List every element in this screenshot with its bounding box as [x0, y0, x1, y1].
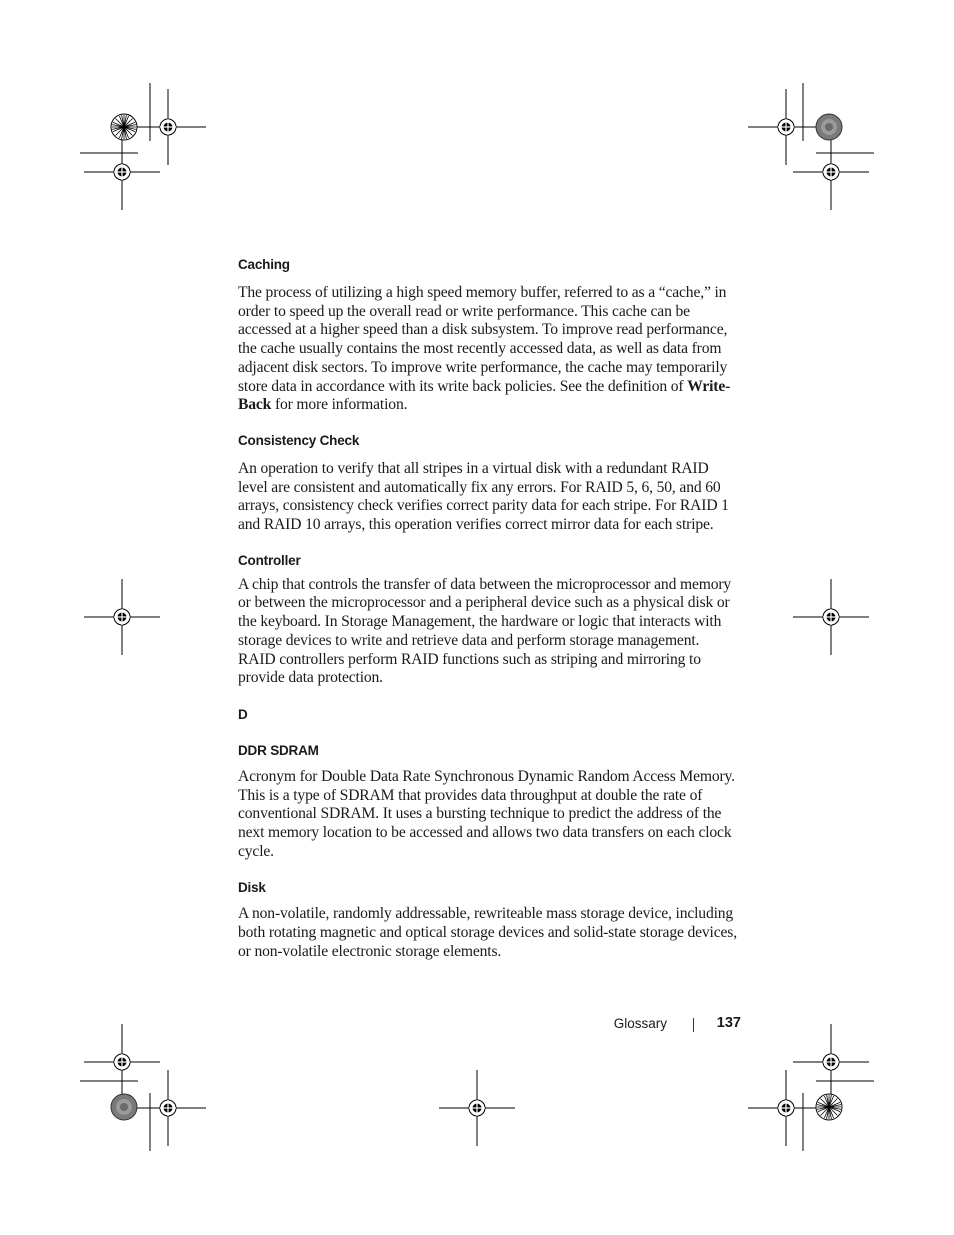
entry-definition	[238, 284, 738, 415]
registration-target-icon	[748, 1070, 824, 1146]
entry-definition: An operation to verify that all stripes in a virtual disk with a redundant RAID level are consistent and automatically fix any errors. For RAID 5, 6, 50, and 60 arrays, consistency check verifies correct parity data for each stripe. For RAID 1 and RAID 10 arrays, this operation verifies correct mirror data for each stripe.	[238, 459, 729, 534]
entry-definition: Acronym for Double Data Rate Synchronous Dynamic Random Access Memory. This is a type of SDRAM that provides data throughput at double the rate of conventional SDRAM. It uses a bursting technique to predict the address of the next memory location to be accessed and allows two data transfers on each clock cycle.	[238, 767, 735, 860]
glossary-entry-disk	[238, 879, 738, 961]
definition-text-end: for more information.	[271, 396, 408, 414]
star-target-icon	[816, 1094, 842, 1120]
registration-target-icon	[130, 89, 206, 165]
entry-heading: Caching	[238, 257, 290, 272]
page-number: 137	[716, 1015, 741, 1031]
entry-heading: DDR SDRAM	[238, 742, 319, 758]
entry-heading: Disk	[238, 880, 266, 896]
registration-target-icon	[84, 1024, 160, 1100]
gray-dot-icon	[816, 114, 842, 140]
registration-target-icon	[84, 579, 160, 655]
registration-target-icon	[793, 1024, 869, 1100]
page-footer	[560, 1014, 741, 1034]
registration-target-icon	[793, 579, 869, 655]
registration-target-icon	[439, 1070, 515, 1146]
definition-text: The process of utilizing a high speed memory buffer, referred to as a “cache,” in order to speed up the overall read or write performance. This cache can be accessed at a higher speed than a disk subsystem. To improve read performance, the cache usually contains the most recently accessed data, as well as data from adjacent disk sectors. To improve write performance, the cache may temporarily store data in accordance with its write back policies. See the definition of	[238, 284, 728, 395]
star-target-icon	[111, 114, 137, 140]
glossary-entry-caching	[238, 256, 738, 415]
registration-target-icon	[130, 1070, 206, 1146]
entry-heading: Controller	[238, 552, 301, 568]
registration-target-icon	[84, 134, 160, 210]
gray-dot-icon	[111, 1094, 137, 1120]
glossary-entry-consistency-check	[238, 432, 738, 535]
write-back-term: Write-Back	[238, 377, 731, 414]
registration-target-icon	[748, 89, 824, 165]
glossary-content	[238, 256, 738, 962]
entry-definition: A chip that controls the transfer of data between the microprocessor and memory or between the microprocessor and a peripheral device such as a physical disk or the keyboard. In Storage Management, the hardware or logic that interacts with storage devices to write and retrieve data and perform storage management. RAID controllers perform RAID functions such as striping and mirroring to provide data protection.	[238, 575, 732, 687]
glossary-letter-section	[238, 706, 738, 724]
entry-definition: A non-volatile, randomly addressable, rewriteable mass storage device, including both rotating magnetic and optical storage devices and solid-state storage devices, or non-volatile electronic storage elements.	[238, 905, 737, 960]
footer-section-label: Glossary	[613, 1016, 667, 1031]
glossary-entry-ddr-sdram	[238, 742, 738, 862]
glossary-entry-controller	[238, 552, 738, 688]
registration-target-icon	[793, 134, 869, 210]
footer-divider	[693, 1018, 694, 1032]
letter-heading: D	[238, 706, 248, 722]
entry-heading: Consistency Check	[238, 432, 360, 448]
